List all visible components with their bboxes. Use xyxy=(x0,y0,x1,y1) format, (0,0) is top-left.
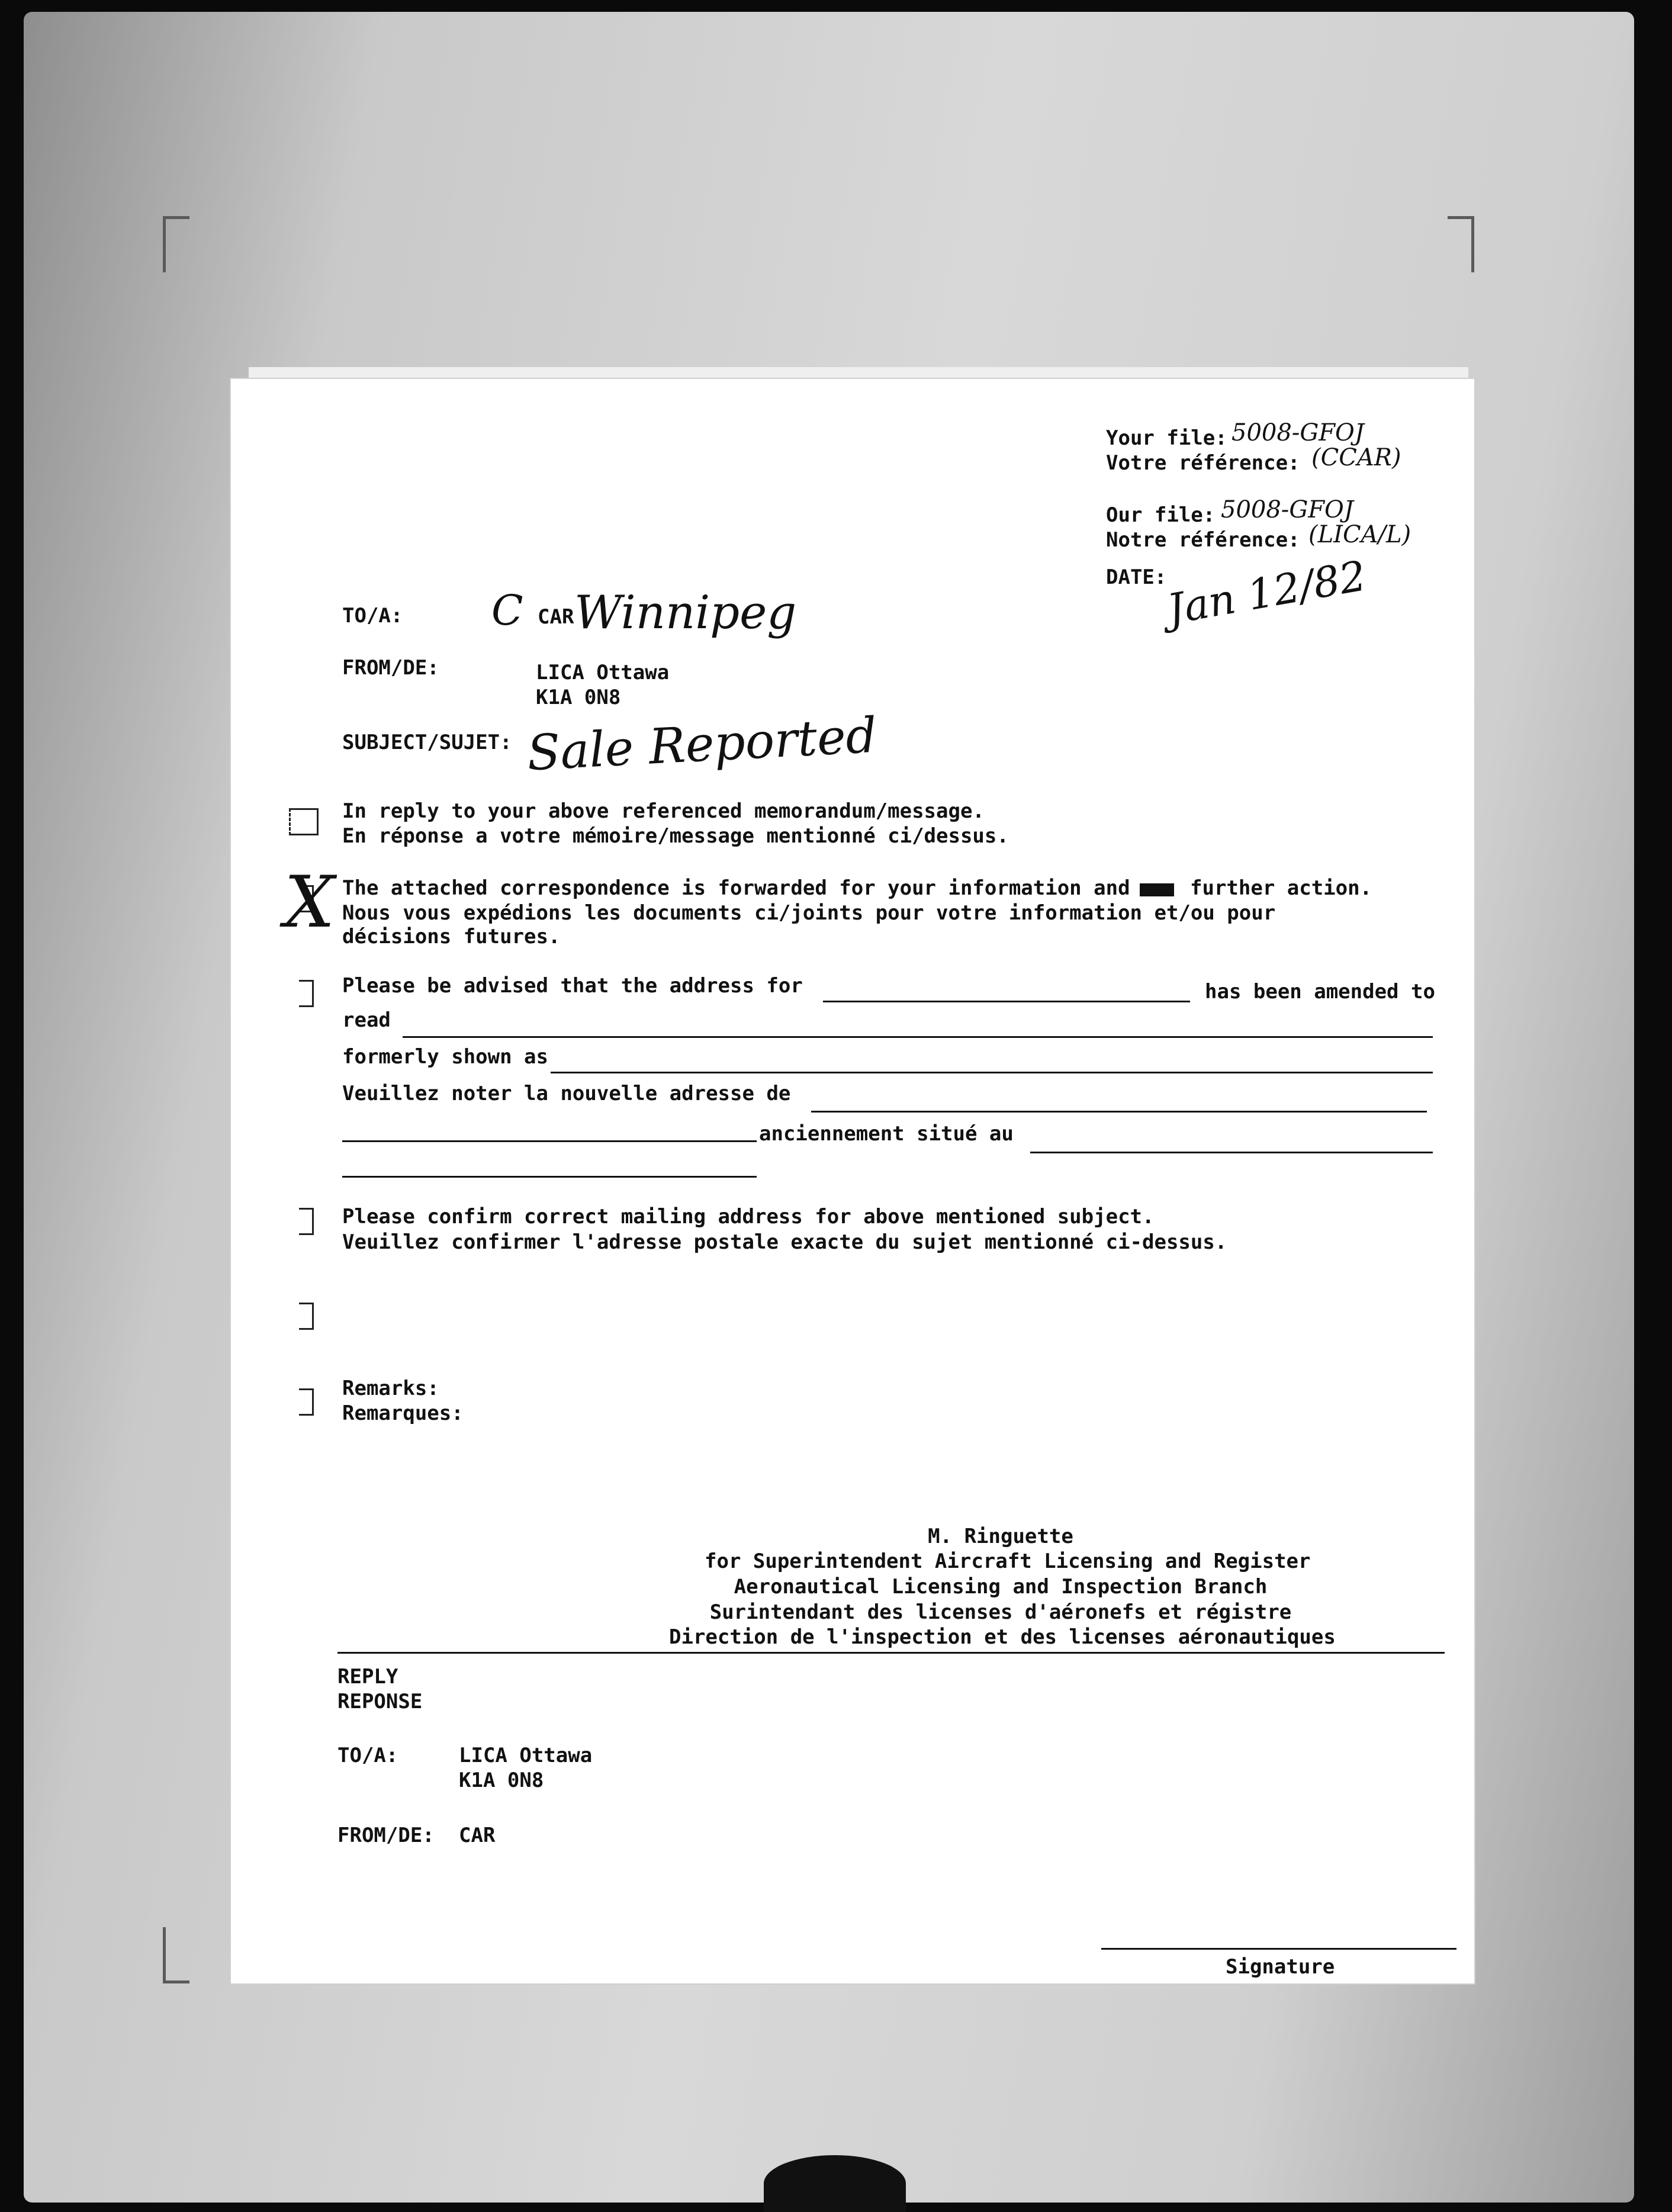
confirm-fr: Veuillez confirmer l'adresse postale exacte du sujet mentionné ci-dessus. xyxy=(342,1230,1227,1254)
address-en-a: Please be advised that the address for xyxy=(342,974,803,998)
our-file-value: 5008-GFOJ xyxy=(1221,496,1353,523)
attached-check-mark: X xyxy=(284,861,335,944)
bottom-smudge xyxy=(764,2155,906,2212)
your-file-value: 5008-GFOJ xyxy=(1232,419,1364,446)
signer-line1: for Superintendent Aircraft Licensing and Register xyxy=(705,1549,1311,1573)
formerly-shown: formerly shown as xyxy=(342,1045,548,1069)
your-file-label: Your file: xyxy=(1106,426,1227,450)
remarques-label: Remarques: xyxy=(342,1401,464,1425)
attached-fr2: décisions futures. xyxy=(342,925,561,949)
to-label: TO/A: xyxy=(342,604,403,628)
anciennement: anciennement situé au xyxy=(759,1122,1014,1146)
to-handwritten: Winnipeg xyxy=(574,586,797,639)
address-en-b: has been amended to xyxy=(1205,980,1435,1004)
attached-en-b: further action. xyxy=(1190,876,1372,900)
reply-from-value: CAR xyxy=(459,1824,496,1847)
signer-line2: Aeronautical Licensing and Inspection Branch xyxy=(734,1575,1268,1599)
our-file-label: Our file: xyxy=(1106,503,1216,527)
signer-name: M. Ringuette xyxy=(928,1525,1073,1548)
reply-fr: En réponse a votre mémoire/message mentionné ci/dessus. xyxy=(342,824,1009,848)
attached-strikeout xyxy=(1140,883,1174,896)
signer-line3: Surintendant des licenses d'aéronefs et régistre xyxy=(709,1600,1292,1624)
reply-label: REPLY xyxy=(337,1665,398,1689)
address-read-line xyxy=(403,1036,1433,1038)
memo-sheet xyxy=(231,379,1474,1983)
to-printed: CAR xyxy=(538,605,574,629)
notre-reference-value: (LICA/L) xyxy=(1308,521,1411,548)
subject-label: SUBJECT/SUJET: xyxy=(342,731,512,754)
remarks-label: Remarks: xyxy=(342,1377,439,1400)
reply-divider xyxy=(337,1652,1445,1654)
checkbox-blank[interactable] xyxy=(299,1303,314,1330)
anciennement-line xyxy=(1030,1152,1433,1153)
reply-to-line1: LICA Ottawa xyxy=(459,1744,593,1767)
to-prefix-handwritten: C xyxy=(491,586,523,635)
reply-from-label: FROM/DE: xyxy=(337,1824,435,1847)
checkbox-reply[interactable] xyxy=(289,808,319,835)
subject-value: Sale Reported xyxy=(525,707,879,782)
crop-mark-top-right xyxy=(1448,216,1474,272)
votre-reference-value: (CCAR) xyxy=(1311,444,1401,471)
from-line2: K1A 0N8 xyxy=(536,686,621,709)
confirm-en: Please confirm correct mailing address for above mentioned subject. xyxy=(342,1205,1155,1229)
address-for-line xyxy=(823,1001,1190,1002)
crop-mark-top-left xyxy=(163,216,189,272)
from-line1: LICA Ottawa xyxy=(536,661,670,684)
signature-line xyxy=(1101,1948,1456,1950)
date-label: DATE: xyxy=(1106,565,1167,589)
veuillez-line xyxy=(811,1111,1427,1113)
veuillez-line-2 xyxy=(342,1140,757,1142)
attached-fr1: Nous vous expédions les documents ci/joints pour votre information et/ou pour xyxy=(342,901,1276,925)
signer-line4: Direction de l'inspection et des licenses aéronautiques xyxy=(669,1625,1336,1649)
date-value: Jan 12/82 xyxy=(1163,551,1370,634)
checkbox-remarks[interactable] xyxy=(299,1388,314,1416)
checkbox-confirm[interactable] xyxy=(299,1208,314,1235)
reponse-label: REPONSE xyxy=(337,1690,423,1713)
signature-label: Signature xyxy=(1226,1955,1335,1979)
reply-en: In reply to your above referenced memorandum/message. xyxy=(342,799,985,823)
veuillez-noter: Veuillez noter la nouvelle adresse de xyxy=(342,1082,791,1105)
anciennement-line-2 xyxy=(342,1176,757,1178)
reply-to-line2: K1A 0N8 xyxy=(459,1769,544,1792)
from-label: FROM/DE: xyxy=(342,656,439,680)
attached-en-a: The attached correspondence is forwarded for your information and xyxy=(342,876,1130,900)
checkbox-address[interactable] xyxy=(299,980,314,1007)
crop-mark-bottom-left xyxy=(163,1927,189,1983)
address-read: read xyxy=(342,1008,391,1032)
reply-to-label: TO/A: xyxy=(337,1744,398,1767)
votre-reference-label: Votre référence: xyxy=(1106,451,1300,475)
formerly-line xyxy=(551,1072,1433,1073)
notre-reference-label: Notre référence: xyxy=(1106,528,1300,552)
